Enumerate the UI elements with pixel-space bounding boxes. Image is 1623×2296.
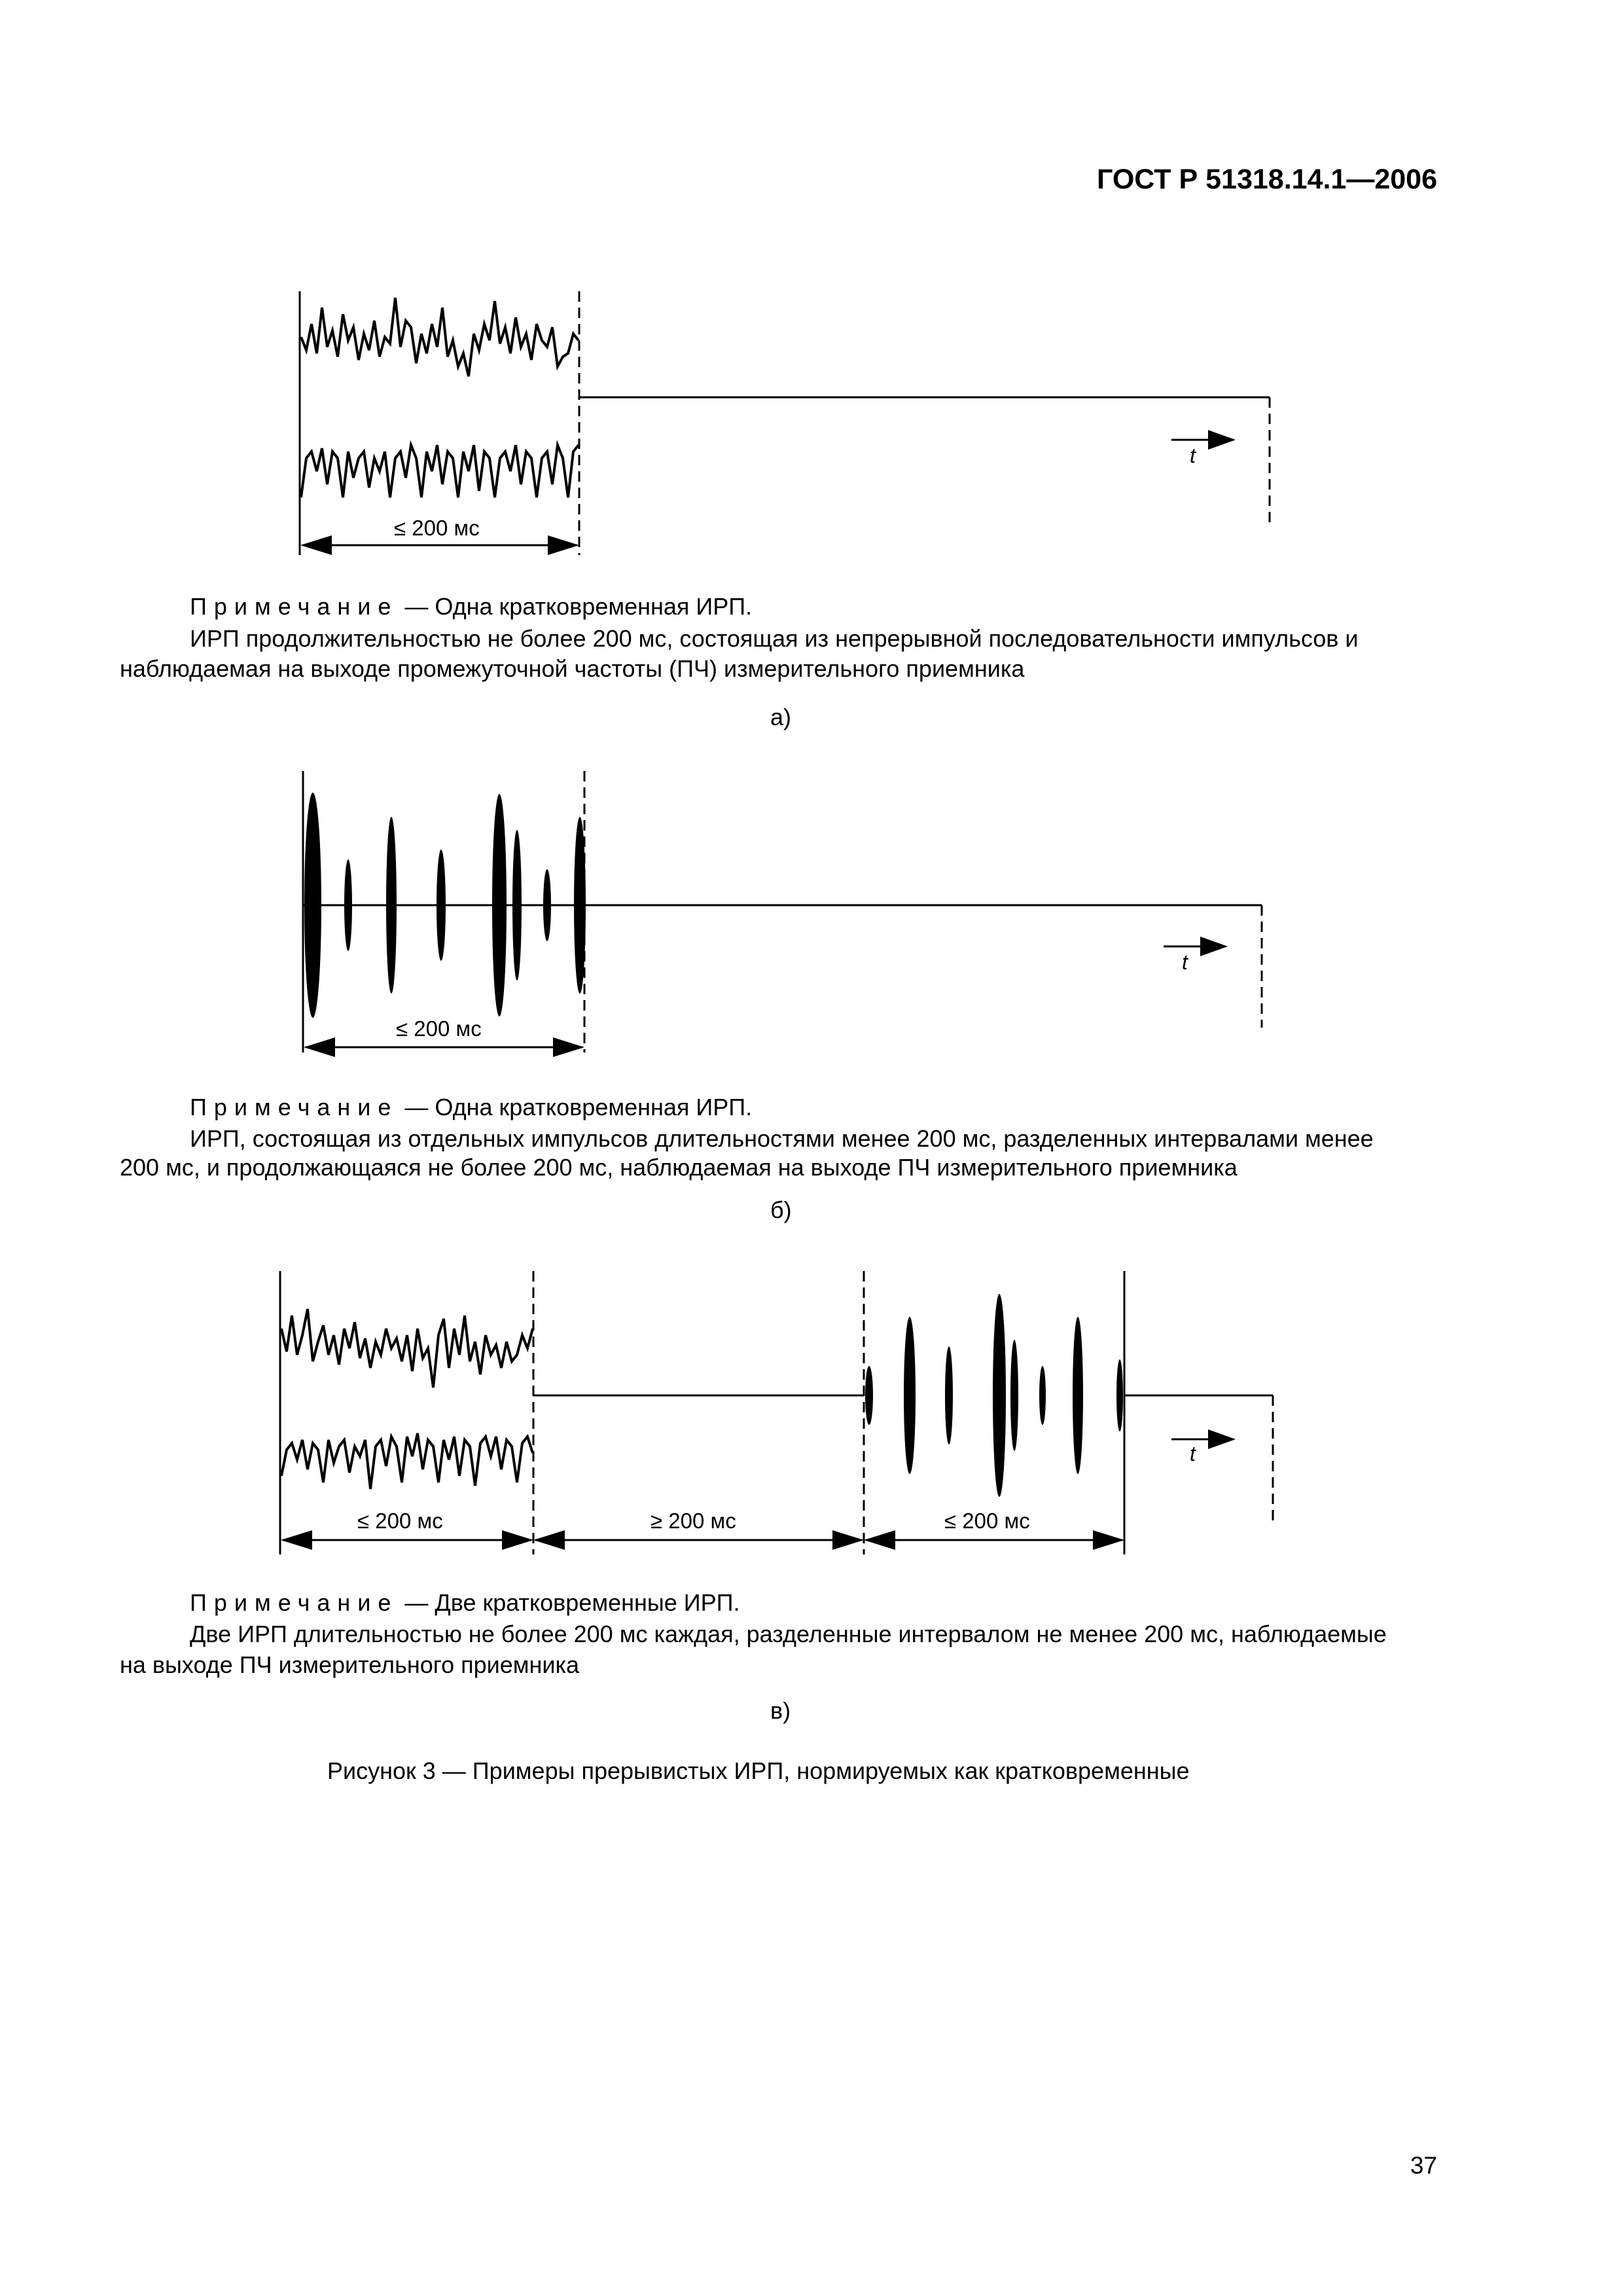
note-label: Примечание — [190, 593, 399, 620]
note-label: Примечание — [190, 1589, 399, 1616]
note-dash: — — [398, 1589, 435, 1616]
second-burst-duration-label: ≤ 200 мс — [944, 1509, 1030, 1533]
upper-noise-waveform — [301, 298, 579, 376]
figure-a-diagram — [0, 281, 1623, 563]
subfigure-label-c: в) — [770, 1697, 791, 1724]
pulse — [1116, 1359, 1123, 1431]
first-burst-duration-label: ≤ 200 мс — [357, 1509, 443, 1533]
figure-caption: Рисунок 3 — Примеры прерывистых ИРП, нормируемых как кратковременные — [327, 1757, 1190, 1784]
pulse — [512, 830, 522, 980]
note-b-text-line-1: ИРП, состоящая из отдельных импульсов длительностями менее 200 мс, разделенных интервалами менее — [190, 1125, 1374, 1152]
note-title: Одна кратковременная ИРП. — [435, 1094, 753, 1121]
note-dash: — — [398, 593, 435, 620]
pulse — [1010, 1340, 1018, 1451]
note-a-text-line-2: наблюдаемая на выходе промежуточной частоты (ПЧ) измерительного приемника — [120, 655, 1025, 682]
note-a-text-line-1: ИРП продолжительностью не более 200 мс, состоящая из непрерывной последовательности импульсов и — [190, 625, 1359, 652]
note-dash: — — [398, 1094, 435, 1121]
pulse — [492, 794, 507, 1016]
pulse — [543, 869, 551, 941]
time-label: t — [1190, 1442, 1196, 1465]
time-label: t — [1182, 950, 1188, 974]
note-label: Примечание — [190, 1094, 399, 1121]
duration-label: ≤ 200 мс — [394, 516, 480, 540]
pulse — [993, 1294, 1006, 1497]
pulse — [945, 1346, 953, 1444]
subfigure-label-b: б) — [770, 1196, 792, 1223]
duration-label: ≤ 200 мс — [396, 1016, 482, 1041]
figure-b-diagram — [0, 766, 1623, 1060]
pulse — [1073, 1317, 1083, 1474]
lower-noise-waveform — [301, 445, 579, 497]
note-title: Одна кратковременная ИРП. — [435, 593, 753, 620]
note-c-text-line-2: на выходе ПЧ измерительного приемника — [120, 1651, 580, 1678]
pulse — [574, 817, 586, 994]
time-label: t — [1190, 444, 1196, 467]
note-c-text-line-1: Две ИРП длительностью не более 200 мс каждая, разделенные интервалом не менее 200 мс, наблюдаемые — [190, 1621, 1387, 1647]
document-header: ГОСТ Р 51318.14.1—2006 — [1097, 164, 1437, 195]
note-c — [190, 1587, 740, 1619]
pulse — [437, 850, 446, 961]
gap-duration-label: ≥ 200 мс — [651, 1509, 736, 1533]
pulse — [386, 817, 397, 994]
pulse — [1039, 1366, 1046, 1425]
lower-noise-waveform — [281, 1433, 533, 1489]
page-number: 37 — [1410, 2152, 1437, 2179]
note-b-text-line-2: 200 мс, и продолжающаяся не более 200 мс, наблюдаемая на выходе ПЧ измерительного приемника — [120, 1154, 1238, 1181]
pulse — [304, 793, 321, 1018]
pulse — [344, 859, 352, 951]
pulse — [904, 1317, 916, 1474]
pulse — [865, 1366, 873, 1425]
upper-noise-waveform — [281, 1309, 533, 1388]
note-title: Две кратковременные ИРП. — [435, 1589, 740, 1616]
note-a — [190, 591, 752, 622]
figure-c-diagram — [0, 1260, 1623, 1561]
note-b — [190, 1092, 752, 1123]
subfigure-label-a: а) — [770, 704, 792, 730]
